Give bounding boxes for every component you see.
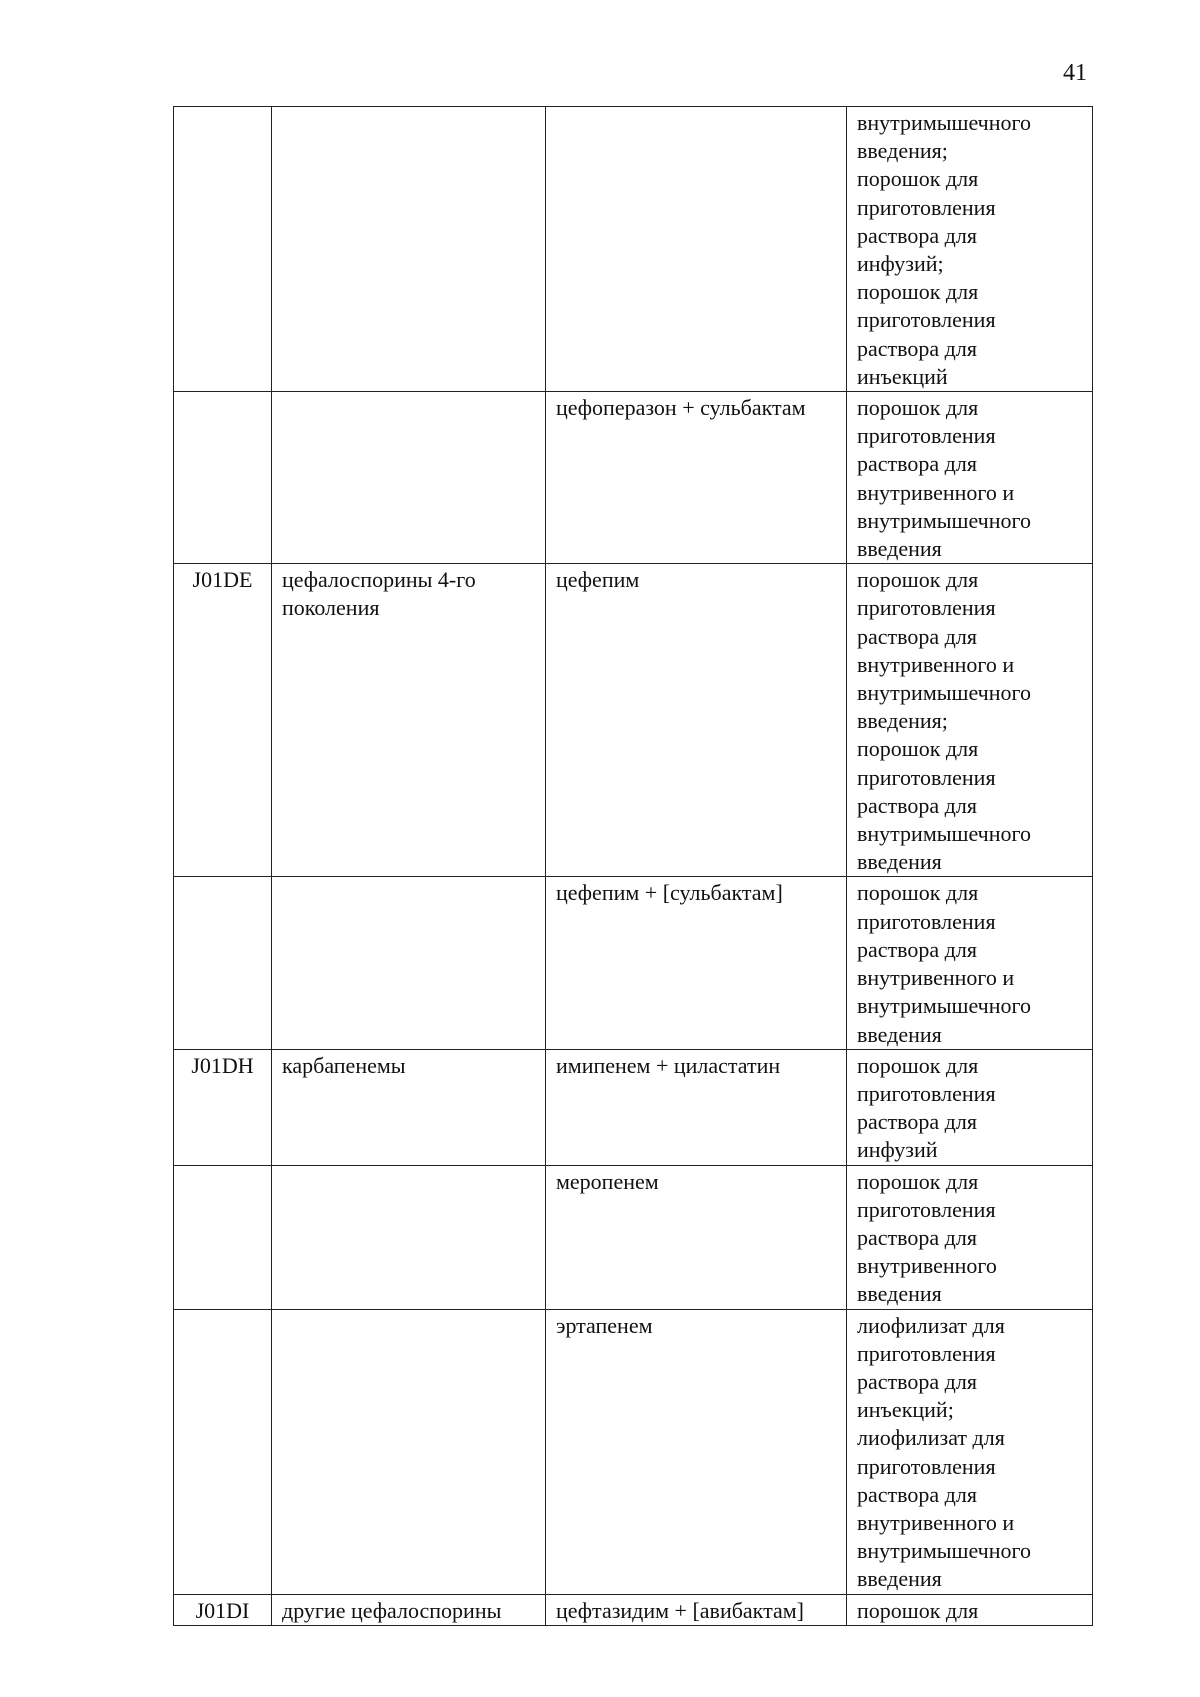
table-row bbox=[174, 1049, 1093, 1165]
atc-code-cell bbox=[174, 107, 272, 392]
dosage-form-line: приготовления bbox=[857, 764, 996, 790]
dosage-form-line: раствора для bbox=[857, 1481, 977, 1507]
atc-code-cell bbox=[174, 392, 272, 564]
table-row bbox=[174, 564, 1093, 877]
dosage-form-line: раствора для bbox=[857, 222, 977, 248]
dosage-form-cell bbox=[847, 392, 1093, 564]
dosage-form-line: раствора для bbox=[857, 335, 977, 361]
dosage-form-line: внутривенного и bbox=[857, 479, 1015, 505]
table-row bbox=[174, 392, 1093, 564]
dosage-form-cell bbox=[847, 1049, 1093, 1165]
dosage-form-line: внутривенного bbox=[857, 1253, 997, 1279]
atc-code-cell: J01DE bbox=[174, 564, 272, 877]
dosage-form-line: введения bbox=[857, 849, 942, 875]
atc-code-cell bbox=[174, 877, 272, 1049]
drug-name-cell: цефоперазон + сульбактам bbox=[546, 392, 847, 564]
table-row bbox=[174, 1309, 1093, 1594]
dosage-form-line: инфузий bbox=[857, 1137, 938, 1163]
page-number: 41 bbox=[1063, 60, 1087, 86]
dosage-form-line: лиофилизат для bbox=[857, 1425, 1005, 1451]
dosage-form-cell bbox=[847, 1309, 1093, 1594]
dosage-form-line: порошок для bbox=[857, 279, 979, 305]
dosage-form-line: введения; bbox=[857, 708, 948, 734]
dosage-form-line: внутривенного и bbox=[857, 651, 1015, 677]
drug-group-cell: карбапенемы bbox=[272, 1049, 546, 1165]
dosage-form-line: введения bbox=[857, 1566, 942, 1592]
dosage-form-line: порошок для bbox=[857, 1597, 979, 1623]
dosage-form-line: приготовления bbox=[857, 1196, 996, 1222]
atc-code-cell bbox=[174, 1165, 272, 1309]
table-row bbox=[174, 1165, 1093, 1309]
dosage-form-line: внутримышечного bbox=[857, 507, 1031, 533]
dosage-form-cell bbox=[847, 564, 1093, 877]
dosage-form-cell bbox=[847, 1594, 1093, 1625]
dosage-form-line: приготовления bbox=[857, 1080, 996, 1106]
dosage-form-line: внутривенного и bbox=[857, 1509, 1015, 1535]
drug-group-cell bbox=[272, 877, 546, 1049]
dosage-form-line: инфузий; bbox=[857, 251, 944, 277]
dosage-form-cell bbox=[847, 107, 1093, 392]
dosage-form-line: приготовления bbox=[857, 1340, 996, 1366]
table-row bbox=[174, 1594, 1093, 1625]
atc-code-cell bbox=[174, 1309, 272, 1594]
dosage-form-line: раствора для bbox=[857, 936, 977, 962]
dosage-form-line: инъекций bbox=[857, 363, 948, 389]
dosage-form-line: приготовления bbox=[857, 1453, 996, 1479]
dosage-form-line: раствора для bbox=[857, 1109, 977, 1135]
drug-group-cell bbox=[272, 392, 546, 564]
dosage-form-cell bbox=[847, 877, 1093, 1049]
dosage-form-line: внутримышечного bbox=[857, 110, 1031, 135]
dosage-form-line: введения bbox=[857, 536, 942, 562]
drug-name-cell: цефепим + [сульбактам] bbox=[546, 877, 847, 1049]
dosage-form-line: приготовления bbox=[857, 908, 996, 934]
dosage-form-line: внутримышечного bbox=[857, 821, 1031, 847]
dosage-form-line: порошок для bbox=[857, 395, 979, 421]
drug-name-cell: цефтазидим + [авибактам] bbox=[546, 1594, 847, 1625]
table-row bbox=[174, 107, 1093, 392]
dosage-form-line: приготовления bbox=[857, 194, 996, 220]
dosage-form-line: порошок для bbox=[857, 1052, 979, 1078]
dosage-form-line: введения bbox=[857, 1281, 942, 1307]
drug-name-cell: имипенем + циластатин bbox=[546, 1049, 847, 1165]
dosage-form-line: внутривенного и bbox=[857, 965, 1015, 991]
dosage-form-line: раствора для bbox=[857, 792, 977, 818]
dosage-form-line: раствора для bbox=[857, 1224, 977, 1250]
drug-name-cell bbox=[546, 107, 847, 392]
drug-group-cell bbox=[272, 107, 546, 392]
dosage-form-line: порошок для bbox=[857, 166, 979, 192]
drug-name-cell: цефепим bbox=[546, 564, 847, 877]
drug-group-cell: другие цефалоспорины bbox=[272, 1594, 546, 1625]
dosage-form-line: внутримышечного bbox=[857, 1538, 1031, 1564]
dosage-form-line: приготовления bbox=[857, 423, 996, 449]
atc-code-cell: J01DH bbox=[174, 1049, 272, 1165]
dosage-form-line: внутримышечного bbox=[857, 680, 1031, 706]
dosage-form-line: раствора для bbox=[857, 623, 977, 649]
dosage-form-cell bbox=[847, 1165, 1093, 1309]
table-row bbox=[174, 877, 1093, 1049]
dosage-form-line: раствора для bbox=[857, 1368, 977, 1394]
atc-code-cell: J01DI bbox=[174, 1594, 272, 1625]
dosage-form-line: введения bbox=[857, 1021, 942, 1047]
dosage-form-line: раствора для bbox=[857, 451, 977, 477]
dosage-form-line: порошок для bbox=[857, 880, 979, 906]
drug-group-cell: цефалоспорины 4-го поколения bbox=[272, 564, 546, 877]
dosage-form-line: инъекций; bbox=[857, 1397, 954, 1423]
drug-name-cell: меропенем bbox=[546, 1165, 847, 1309]
dosage-form-line: лиофилизат для bbox=[857, 1312, 1005, 1338]
dosage-form-line: порошок для bbox=[857, 1168, 979, 1194]
drug-group-cell bbox=[272, 1309, 546, 1594]
drug-group-cell bbox=[272, 1165, 546, 1309]
dosage-form-line: приготовления bbox=[857, 595, 996, 621]
dosage-form-line: порошок для bbox=[857, 567, 979, 593]
dosage-form-line: порошок для bbox=[857, 736, 979, 762]
dosage-form-line: приготовления bbox=[857, 307, 996, 333]
dosage-form-line: внутримышечного bbox=[857, 993, 1031, 1019]
drug-table bbox=[173, 106, 1093, 1626]
dosage-form-line: введения; bbox=[857, 138, 948, 164]
drug-name-cell: эртапенем bbox=[546, 1309, 847, 1594]
